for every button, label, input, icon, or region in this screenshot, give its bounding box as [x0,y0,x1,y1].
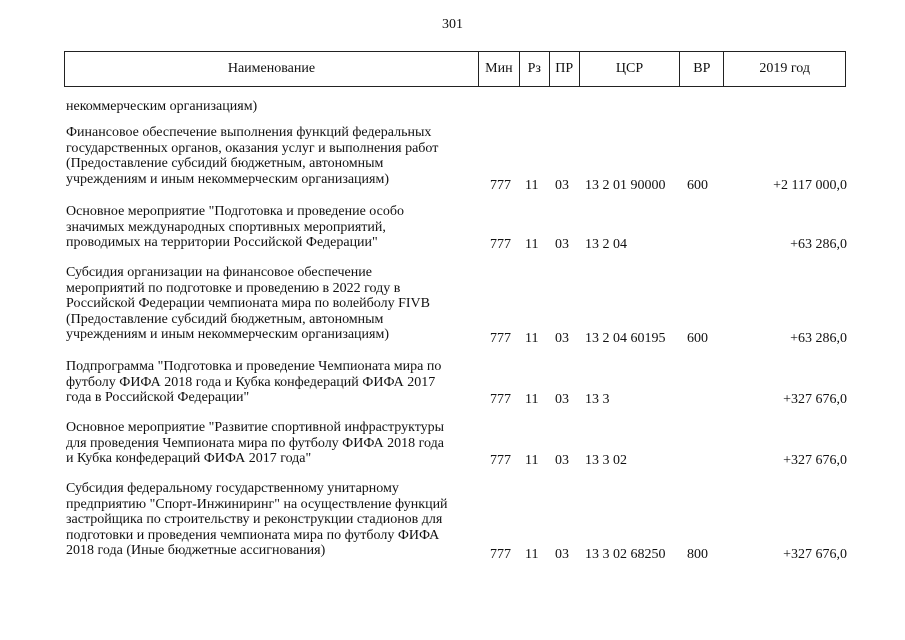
row-name-line: подготовки и проведения чемпионата мира по футболу ФИФА [66,527,440,543]
table-header [64,51,846,87]
row-name-line: учреждениям и иным некоммерческим организациям) [66,327,390,343]
row-rz: 11 [525,392,539,407]
row-rz: 11 [525,237,539,252]
header-rz: Рз [520,52,550,86]
row-amount: +63 286,0 [790,331,847,346]
row-pr: 03 [555,547,569,562]
header-name: Наименование [65,52,479,86]
row-name-line: и Кубка конфедераций ФИФА 2017 года" [66,451,312,467]
row-name [66,204,479,251]
row-pr: 03 [555,331,569,346]
header-pr: ПР [550,52,580,86]
row-csr: 13 2 01 90000 [585,178,666,193]
row-name-line: предприятию "Спорт-Инжиниринг" на осуществление функций [66,496,448,512]
row-name-line: государственных органов, оказания услуг и выполнения работ [66,140,439,156]
header-year: 2019 год [759,61,810,76]
row-amount: +63 286,0 [790,237,847,252]
row-name [66,481,479,559]
row-rz: 11 [525,331,539,346]
row-pr: 03 [555,392,569,407]
header-csr: ЦСР [580,52,681,86]
row-name-line: проводимых на территории Российской Федерации" [66,235,378,251]
row-name [66,359,479,406]
header-min: Мин [479,52,520,86]
row-min: 777 [490,237,511,252]
row-amount: +327 676,0 [783,392,847,407]
page-number: 301 [442,17,463,32]
row-name-line: мероприятий по подготовке и проведению в 2022 году в [66,280,401,296]
row-csr: 13 3 02 [585,453,627,468]
row-name-line: Финансовое обеспечение выполнения функций федеральных [66,125,432,140]
row-csr: 13 3 02 68250 [585,547,666,562]
row-name-line: учреждениям и иным некоммерческим организациям) [66,171,390,187]
row-name [66,125,479,187]
row-name-line: Субсидия федеральному государственному унитарному [66,481,399,496]
row-name-line: Российской Федерации чемпионата мира по волейболу FIVB [66,296,430,312]
row-amount: +327 676,0 [783,547,847,562]
row-amount: +2 117 000,0 [773,178,847,193]
row-min: 777 [490,392,511,407]
row-name-line: Подпрограмма "Подготовка и проведение Чемпионата мира по [66,359,442,374]
row-name-line: 2018 года (Иные бюджетные ассигнования) [66,543,326,559]
row-rz: 11 [525,547,539,562]
header-vr: ВР [680,52,724,86]
row-name-line: футболу ФИФА 2018 года и Кубка конфедераций ФИФА 2017 [66,374,436,390]
row-name [66,420,479,467]
row-csr: 13 2 04 [585,237,627,252]
row-csr: 13 2 04 60195 [585,331,666,346]
row-name-line: (Предоставление субсидий бюджетным, автономным [66,156,384,172]
row-name [66,265,479,343]
row-name-line: (Предоставление субсидий бюджетным, автономным [66,311,384,327]
row-min: 777 [490,178,511,193]
row-rz: 11 [525,453,539,468]
row-name-line: Субсидия организации на финансовое обеспечение [66,265,372,280]
row-rz: 11 [525,178,539,193]
continuation-line: некоммерческим организациям) [66,99,258,114]
row-min: 777 [490,453,511,468]
row-pr: 03 [555,453,569,468]
row-pr: 03 [555,237,569,252]
row-name-line: Основное мероприятие "Подготовка и проведение особо [66,204,404,219]
row-csr: 13 3 [585,392,610,407]
row-name-line: года в Российской Федерации" [66,390,250,406]
row-amount: +327 676,0 [783,453,847,468]
row-name-line: Основное мероприятие "Развитие спортивной инфраструктуры [66,420,445,435]
row-vr: 800 [687,547,708,562]
row-name-line: застройщика по строительству и реконструкции стадионов для [66,512,443,528]
row-min: 777 [490,331,511,346]
row-pr: 03 [555,178,569,193]
row-name-line: для проведения Чемпионата мира по футболу ФИФА 2018 года [66,435,444,451]
row-min: 777 [490,547,511,562]
row-vr: 600 [687,178,708,193]
row-vr: 600 [687,331,708,346]
row-name-line: значимых международных спортивных мероприятий, [66,219,386,235]
